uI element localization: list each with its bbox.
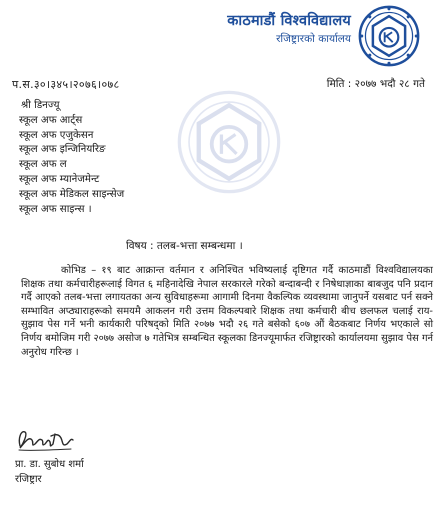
recipient-line: श्री डिनज्यू: [21, 100, 60, 111]
letter-body: [21, 264, 433, 359]
recipient-line: स्कूल अफ आर्ट्स: [19, 114, 83, 126]
reference-number: प.स.३०।३४५।२०७६।०७८: [12, 78, 120, 91]
signatory-block: [15, 458, 84, 487]
letter-subject: विषय : तलब-भत्ता सम्बन्धमा ।: [126, 240, 243, 252]
recipient-list: [19, 99, 124, 217]
recipient-line: स्कूल अफ इन्जिनियरिङ: [19, 144, 106, 156]
university-name: काठमाडौं विश्वविद्यालय: [227, 13, 351, 29]
recipient-line: स्कूल अफ साइन्स ।: [19, 203, 92, 215]
recipient-line: स्कूल अफ ल: [19, 159, 67, 171]
signatory-title: रजिष्ट्रार: [15, 473, 42, 485]
signatory-name: प्रा. डा. सुबोध शर्मा: [15, 459, 84, 470]
university-seal-icon: [358, 5, 420, 67]
letterhead: [227, 10, 351, 46]
recipient-line: स्कूल अफ एजुकेसन: [19, 129, 94, 141]
signature-image: [15, 420, 77, 456]
letter-date: मिति : २०७७ भदौ २८ गते: [326, 78, 425, 90]
recipient-line: स्कूल अफ म्यानेजमेन्ट: [19, 173, 100, 185]
office-name: रजिष्ट्रारको कार्यालय: [276, 33, 351, 45]
recipient-line: स्कूल अफ मेडिकल साइन्सेज: [19, 188, 125, 200]
watermark-seal-icon: [175, 88, 283, 196]
letter-body-text: कोभिड – १९ बाट आक्रान्त वर्तमान र अनिश्चित भविष्यलाई दृष्टिगत गर्दै काठमाडौं विश्वविद्यालयका शिक्षक तथा कर्मचारीहरूलाई विगत ६ महिनादेखि नेपाल सरकारले गरेको बन्दाबन्दी र निषेधाज्ञाका बाबजुद पनि प्रदान गर्दै आएको तलब-भत्ता लगायतका अन्य सुविधाहरूमा आगामी दिनमा वैकल्पिक व्यवस्थामा जानुपर्ने यसबाट पर्न सक्ने सम्भावित अप्ठ्याराहरूको समयमै आकलन गरी उत्तम विकल्पबारे शिक्षक तथा कर्मचारी बीच छलफल चलाई राय-सुझाव पेस गर्ने भनी कार्यकारी परिषद्को मिति २०७७ भदौ २६ गते बसेको ६०७ औं बैठकबाट निर्णय भएकाले सो निर्णय बमोजिम गरी २०७७ असोज ७ गतेभित्र सम्बन्धित स्कूलका डिनज्यूमार्फत रजिष्ट्रारको कार्यालयमा सुझाव पेस गर्न अनुरोध गरिन्छ ।: [21, 265, 433, 358]
